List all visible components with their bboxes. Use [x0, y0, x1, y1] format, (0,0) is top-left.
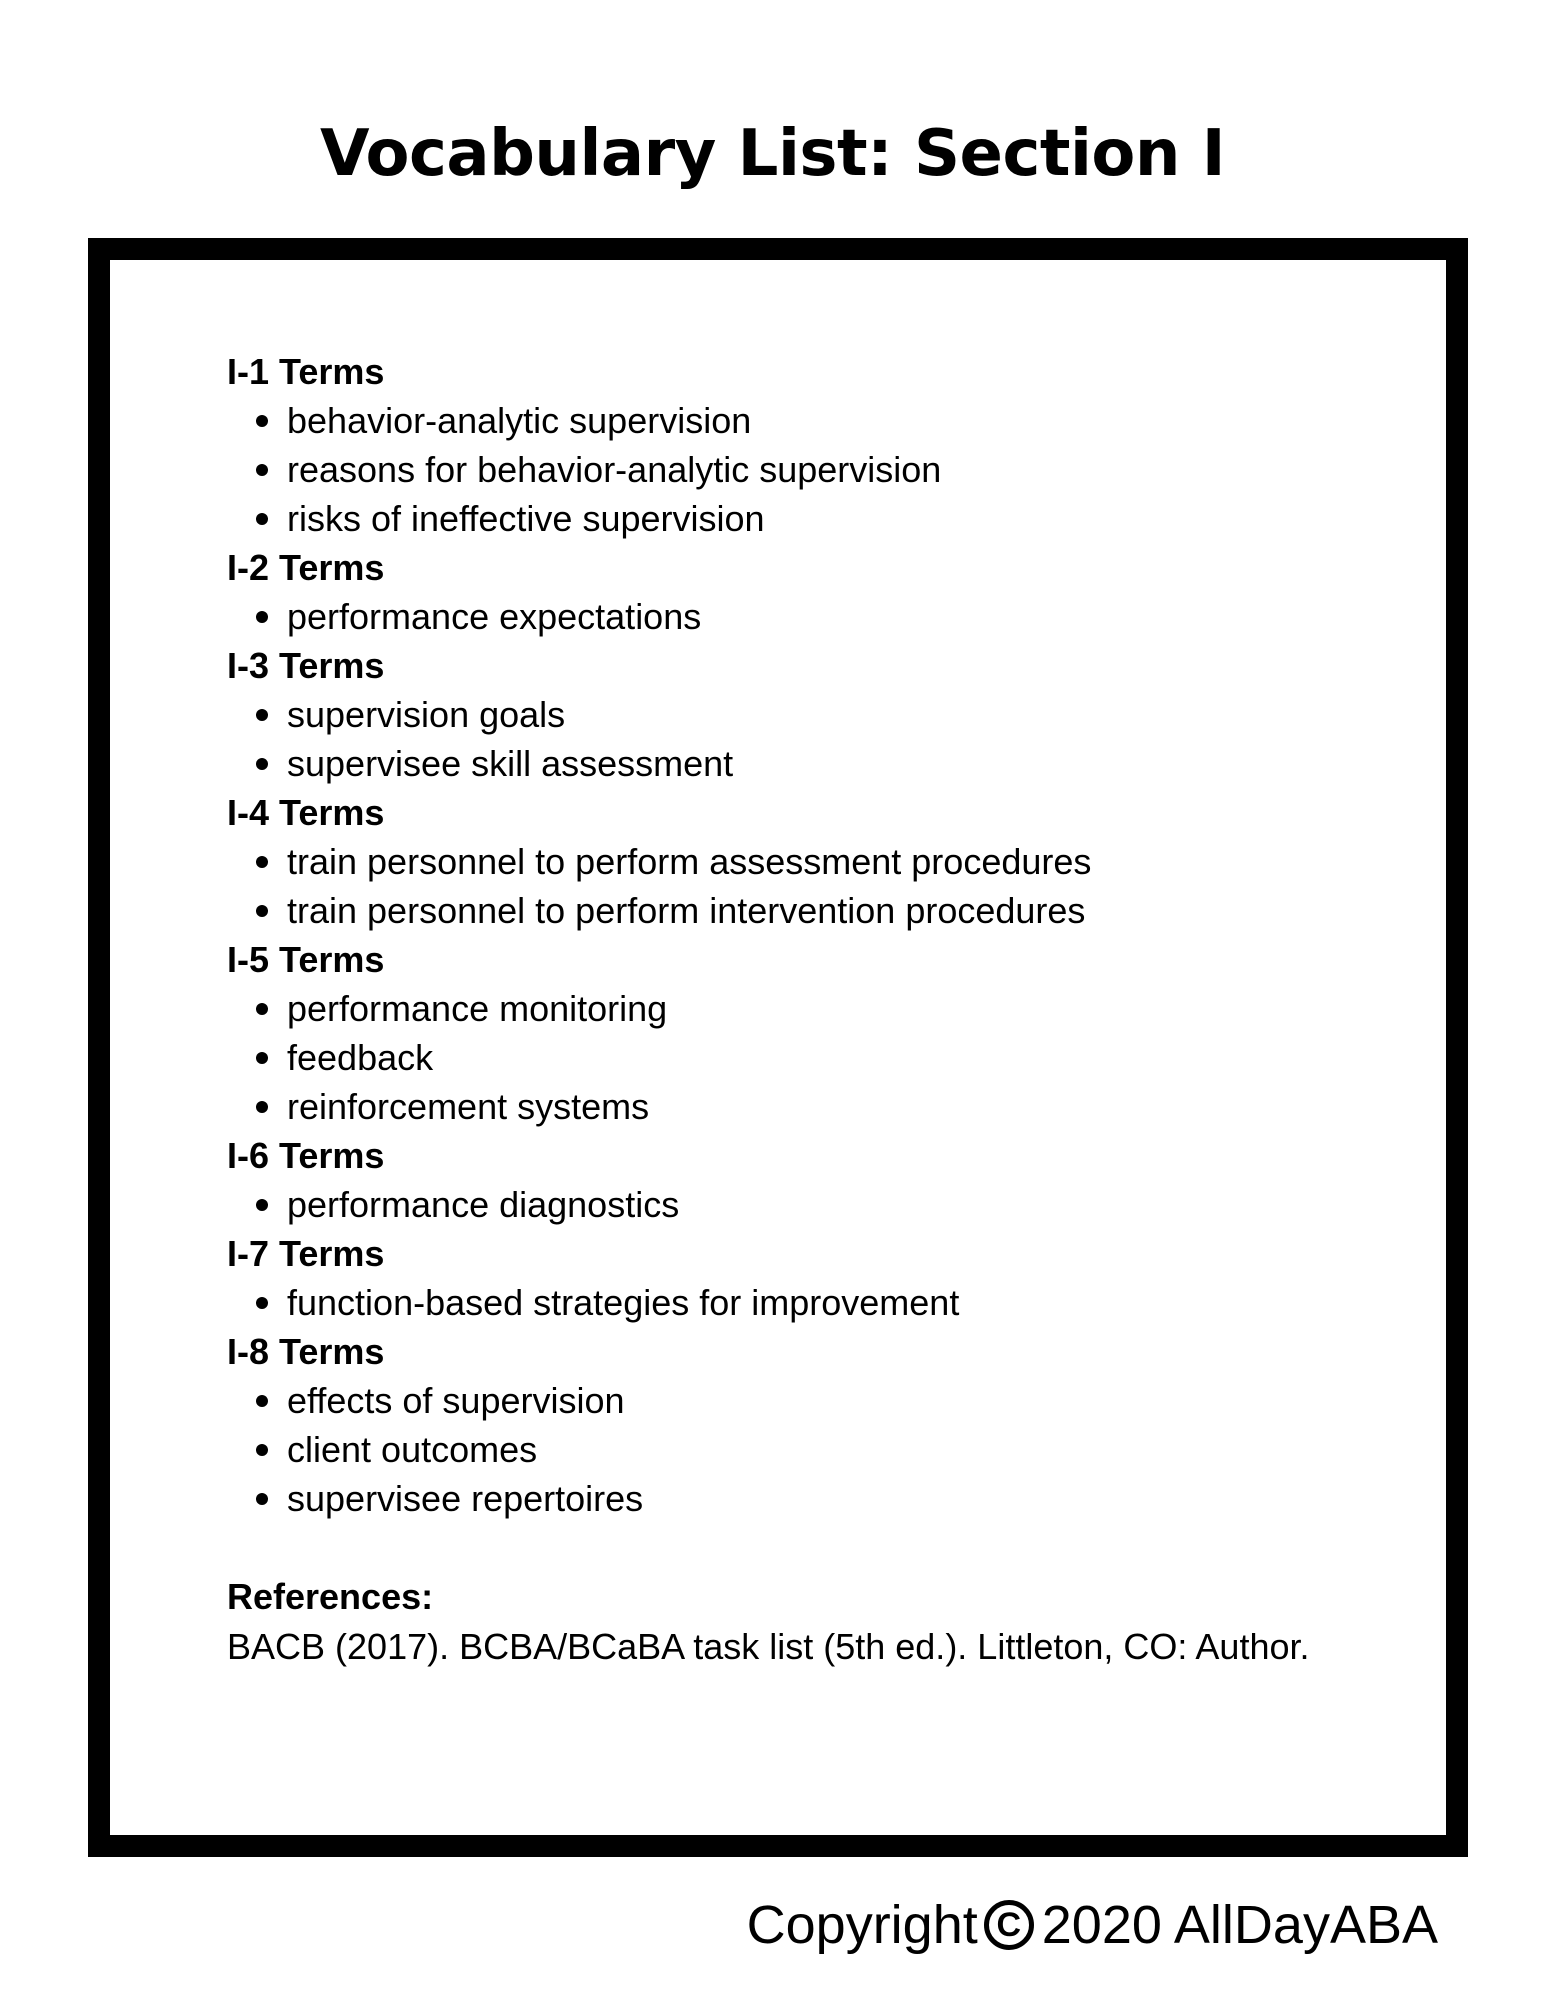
term-item [227, 592, 1407, 641]
copyright-suffix: 2020 AllDayABA [1041, 1895, 1438, 1955]
term-item [227, 984, 1407, 1033]
term-item [227, 1425, 1407, 1474]
term-item [227, 739, 1407, 788]
term-text: train personnel to perform intervention procedures [287, 890, 1086, 931]
term-text: performance expectations [287, 596, 702, 637]
term-list [227, 837, 1407, 935]
term-item [227, 1376, 1407, 1425]
term-text: supervisee skill assessment [287, 743, 734, 784]
term-list [227, 1278, 1407, 1327]
term-item [227, 1180, 1407, 1229]
term-text: behavior-analytic supervision [287, 400, 752, 441]
section-heading: I-6 Terms [227, 1135, 385, 1176]
references-heading: References: [227, 1576, 434, 1617]
term-item [227, 396, 1407, 445]
term-item [227, 1278, 1407, 1327]
vocabulary-content [227, 347, 1407, 1672]
term-text: supervisee repertoires [287, 1478, 644, 1519]
term-item [227, 494, 1407, 543]
term-text: risks of ineffective supervision [287, 498, 765, 539]
term-text: effects of supervision [287, 1380, 625, 1421]
bullet-icon [256, 513, 268, 525]
section-heading: I-3 Terms [227, 645, 385, 686]
bullet-icon [256, 1199, 268, 1211]
bullet-icon [256, 1493, 268, 1505]
section-heading: I-8 Terms [227, 1331, 385, 1372]
bullet-icon [256, 709, 268, 721]
term-list [227, 1180, 1407, 1229]
bullet-icon [256, 611, 268, 623]
term-list [227, 396, 1407, 543]
term-item [227, 1033, 1407, 1082]
term-list [227, 592, 1407, 641]
bullet-icon [256, 905, 268, 917]
section-heading: I-5 Terms [227, 939, 385, 980]
bullet-icon [256, 1395, 268, 1407]
bullet-icon [256, 464, 268, 476]
references-citation: BACB (2017). BCBA/BCaBA task list (5th ed.). Littleton, CO: Author. [227, 1626, 1310, 1667]
term-text: reasons for behavior-analytic supervision [287, 449, 942, 490]
bullet-icon [256, 1003, 268, 1015]
bullet-icon [256, 1444, 268, 1456]
bullet-icon [256, 1052, 268, 1064]
term-text: feedback [287, 1037, 434, 1078]
section-heading: I-2 Terms [227, 547, 385, 588]
sections-list [227, 347, 1407, 1523]
term-item [227, 1082, 1407, 1131]
bullet-icon [256, 856, 268, 868]
bullet-icon [256, 415, 268, 427]
section-heading: I-4 Terms [227, 792, 385, 833]
vocabulary-frame [88, 238, 1468, 1857]
section-heading: I-7 Terms [227, 1233, 385, 1274]
term-item [227, 690, 1407, 739]
section-heading: I-1 Terms [227, 351, 385, 392]
bullet-icon [256, 758, 268, 770]
term-text: performance diagnostics [287, 1184, 680, 1225]
bullet-icon [256, 1297, 268, 1309]
page-title: Vocabulary List: Section I [319, 117, 1226, 191]
term-text: performance monitoring [287, 988, 668, 1029]
term-item [227, 445, 1407, 494]
term-list [227, 1376, 1407, 1523]
term-list [227, 690, 1407, 788]
term-text: reinforcement systems [287, 1086, 650, 1127]
term-item [227, 1474, 1407, 1523]
copyright-icon: C [984, 1900, 1034, 1950]
term-item [227, 837, 1407, 886]
term-text: function-based strategies for improvement [287, 1282, 960, 1323]
copyright-prefix: Copyright [746, 1895, 978, 1955]
term-text: supervision goals [287, 694, 566, 735]
term-text: client outcomes [287, 1429, 538, 1470]
copyright-notice [747, 1893, 1438, 1957]
term-item [227, 886, 1407, 935]
term-list [227, 984, 1407, 1131]
term-text: train personnel to perform assessment procedures [287, 841, 1092, 882]
references-block [227, 1572, 1407, 1672]
bullet-icon [256, 1101, 268, 1113]
